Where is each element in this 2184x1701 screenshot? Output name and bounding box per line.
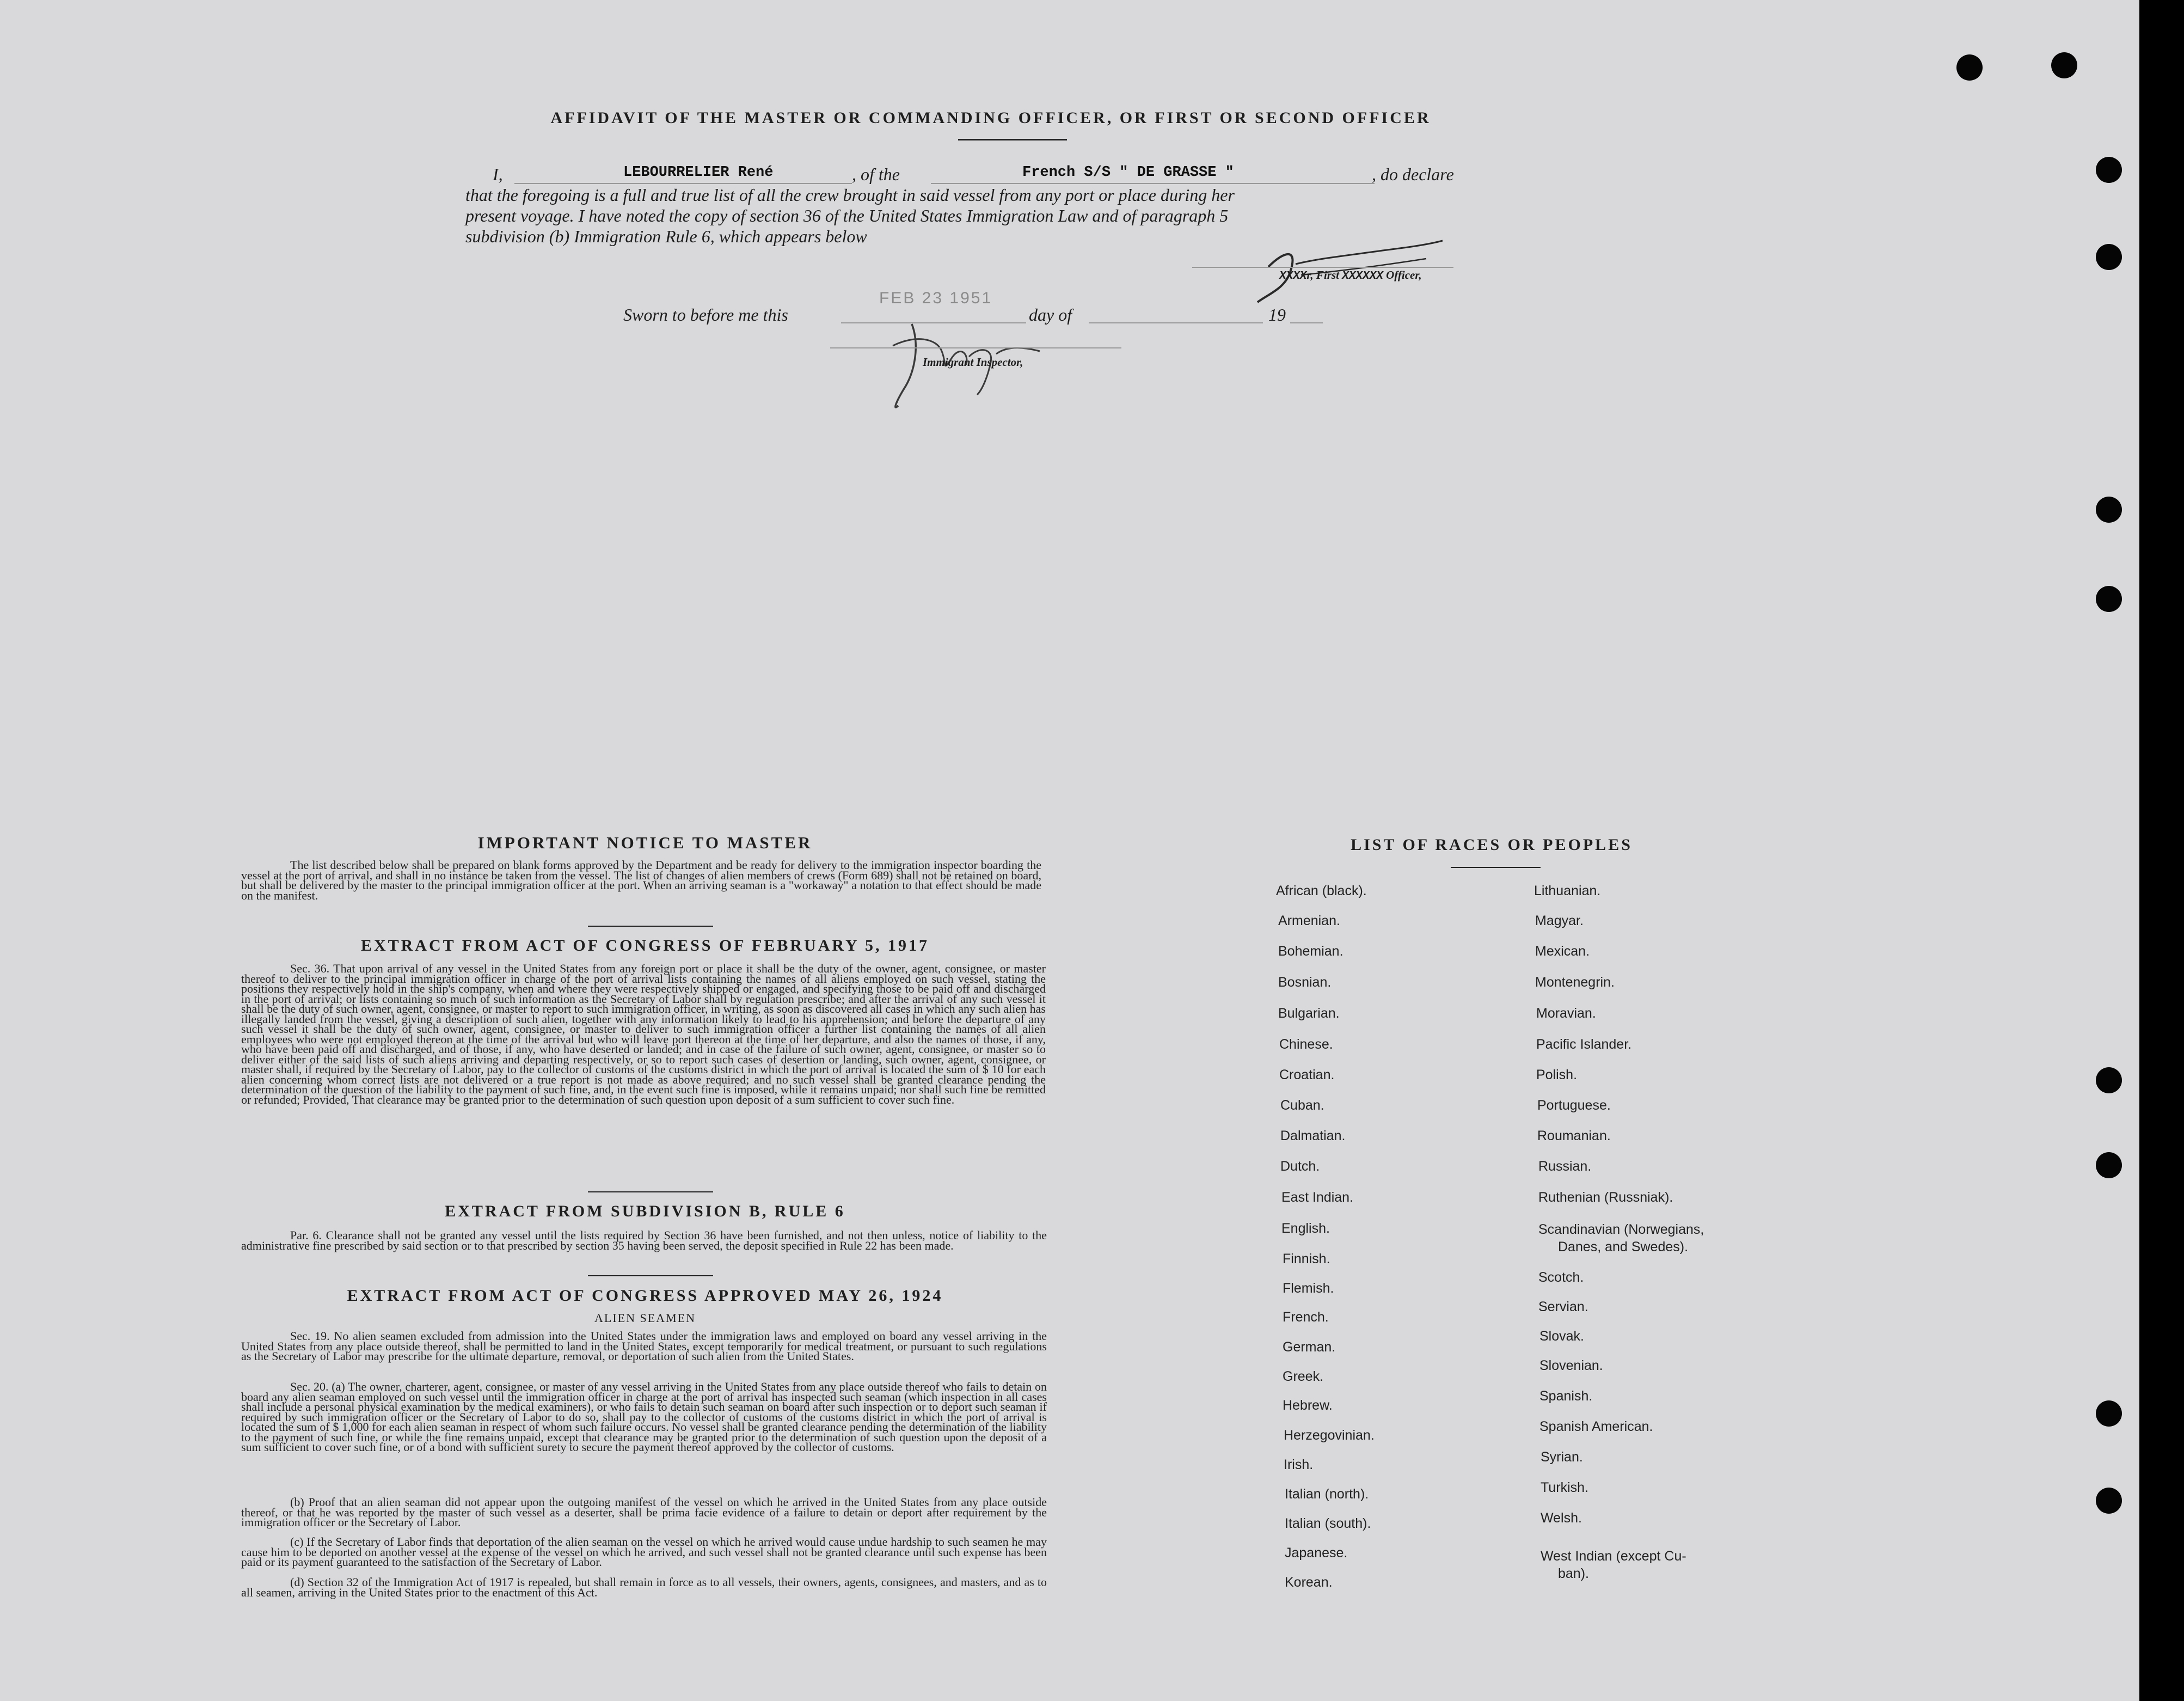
race-item: English. (1281, 1221, 1330, 1236)
race-item: Turkish. (1541, 1480, 1588, 1495)
punch-hole (2096, 244, 2122, 270)
race-item: Greek. (1283, 1369, 1324, 1384)
punch-hole (2096, 1067, 2122, 1093)
race-item: Mexican. (1535, 944, 1590, 959)
extract3-sec19: Sec. 19. No alien seamen excluded from admission into the United States under the immigration laws and employed on board any vessel arriving in the United States from any place outside thereof, shall be permitted to land in the United States, except temporarily for medical treatment, or pursuant to such regulations as the Secretary of Labor may prescribe for the ultimate departure, removal, or deportation of such alien from the United States. (241, 1329, 1047, 1363)
title-underline (958, 139, 1067, 140)
notice-body: The list described below shall be prepared on blank forms approved by the Department and be ready for delivery to the immigration inspector boarding the vessel at the port of arrival, and shall in no instance be taken from the vessel. The list of changes of alien members of crews (Form 689) shall not be retained on board, but shall be delivered by the master to the principal immigration officer at the port. When an arriving seaman is a "workaway" a notation to that effect should be made on the manifest. (241, 858, 1041, 902)
extract3-sec20c: (c) If the Secretary of Labor finds that deportation of the alien seaman on the vessel on which he arrived would cause undue hardship to such seamen he may cause him to be deported on another vessel at the expense of the vessel on which he arrived, and such vessel shall not be granted clearance until such expense has been paid or its payment guaranteed to the satisfaction of the Secretary of Labor. (241, 1535, 1047, 1569)
extract1-body: Sec. 36. That upon arrival of any vessel in the United States from any foreign port or place it shall be the duty of the owner, agent, consignee, or master thereof to deliver to the principal immigration officer in charge of the port of arrival lists containing the names of all aliens employed on such vessel, stating the positions they respectively hold in the ship's company, when and where they were respectively shipped or engaged, and specifying those to be paid off and discharged in the port of arrival; or lists containing so much of such information as the Secretary of Labor shall by regulation prescribe; and after the arrival of any such vessel it shall be the duty of such owner, agent, consignee, or master to report to such immigration officer, in writing, as soon as discovered all cases in which any such alien has illegally landed from the vessel, giving a description of such alien, together with any information likely to lead to his apprehension; and before the departure of any such vessel it shall be the duty of such owner, agent, consignee, or master to deliver to such immigration officer a further list containing the names of all alien employees who were not employed thereon at the time of the arrival but who will leave port thereon at the time of her departure, and also the names of those, if any, who have been paid off and discharged, and of those, if any, who have deserted or landed; and in case of the failure of such owner, agent, consignee, or master so to deliver either of the said lists of such aliens arriving and departing respectively, or so to report such cases of desertion or landing, such owner, agent, consignee, or master shall, if required by the Secretary of Labor, pay to the collector of customs of the customs district in which the port of arrival is located the sum of $ 10 for each alien concerning whom correct lists are not delivered or a true report is not made as above required; and no such vessel shall be granted clearance pending the determination of the question of the liability to the payment of such fine, and, in the event such fine is imposed, while it remains unpaid; nor shall such fine be remitted or refunded; Provided, That clearance may be granted prior to the determination of such question upon deposit of a sum sufficient to cover such fine. (241, 962, 1046, 1106)
race-item: Lithuanian. (1534, 883, 1601, 898)
affidavit-declare: , do declare (1372, 164, 1454, 184)
race-item: Moravian. (1536, 1006, 1596, 1021)
race-item: Polish. (1536, 1067, 1578, 1082)
affidavit-I: I, (493, 164, 503, 184)
race-item: Slovenian. (1539, 1358, 1603, 1373)
race-item: Slovak. (1539, 1329, 1584, 1344)
race-item: Dalmatian. (1280, 1128, 1346, 1143)
extract3-subtitle: ALIEN SEAMEN (594, 1311, 696, 1325)
year-prefix: 19 (1268, 305, 1286, 325)
year-line (1290, 322, 1323, 323)
struck-word: XXXX (1279, 270, 1307, 283)
race-item: Servian. (1538, 1299, 1588, 1314)
race-item: Syrian. (1541, 1449, 1583, 1465)
race-item: Finnish. (1283, 1251, 1330, 1266)
race-item: Dutch. (1280, 1159, 1320, 1174)
affidavit-title: AFFIDAVIT OF THE MASTER OR COMMANDING OFFICER, OR FIRST OR SECOND OFFICER (550, 109, 1431, 127)
race-item: Herzegovinian. (1284, 1428, 1375, 1443)
race-item: Irish. (1284, 1457, 1314, 1472)
affidavit-line-3: present voyage. I have noted the copy of section 36 of the United States Immigration Law and of paragraph 5 (465, 206, 1229, 225)
race-item: Portuguese. (1537, 1098, 1611, 1113)
punch-hole (2051, 52, 2077, 78)
race-item: Scotch. (1538, 1270, 1584, 1285)
race-item: Armenian. (1278, 913, 1340, 928)
race-item: Russian. (1538, 1159, 1592, 1174)
caption-middle: r, First (1306, 268, 1339, 282)
punch-hole (2096, 497, 2122, 523)
race-item: Cuban. (1280, 1098, 1324, 1113)
race-item: French. (1283, 1310, 1329, 1325)
day-of-text: day of (1029, 305, 1072, 325)
punch-hole (2096, 1152, 2122, 1178)
race-item: Croatian. (1279, 1067, 1335, 1082)
section-divider (588, 1191, 713, 1192)
punch-hole (2096, 157, 2122, 183)
extract3-sec20d: (d) Section 32 of the Immigration Act of 1917 is repealed, but shall remain in force as to all vessels, their owners, agents, consignees, and masters, and as to all seamen, arriving in the United States prior to the enactment of this Act. (241, 1575, 1047, 1599)
date-stamp: FEB 23 1951 (879, 289, 993, 307)
vessel-line (931, 183, 1375, 184)
race-item: ban). (1558, 1566, 1589, 1581)
race-item: West Indian (except Cu- (1541, 1549, 1686, 1564)
extract2-title: EXTRACT FROM SUBDIVISION B, RULE 6 (445, 1202, 845, 1220)
extract3-sec20b: (b) Proof that an alien seaman did not appear upon the outgoing manifest of the vessel on which he arrived in the United States from any place outside thereof, or that he was reported by the master of such vessel as a deserter, shall be prima facie evidence of a failure to detain or deport after requirement by the immigration officer or the Secretary of Labor. (241, 1495, 1047, 1529)
race-item: Bohemian. (1278, 944, 1343, 959)
races-title: LIST OF RACES OR PEOPLES (1351, 836, 1633, 854)
race-item: Montenegrin. (1535, 975, 1615, 990)
race-item: Flemish. (1283, 1281, 1334, 1296)
race-item: Chinese. (1279, 1037, 1333, 1052)
inspector-caption: Immigrant Inspector, (923, 356, 1023, 369)
punch-hole (2096, 1488, 2122, 1514)
section-divider (588, 1275, 713, 1276)
affidavit-line-2: that the foregoing is a full and true list of all the crew brought in said vessel from any port or place during her (465, 185, 1235, 205)
race-item: African (black). (1276, 883, 1367, 898)
section-divider (588, 926, 713, 927)
struck-word: XXXXXX (1342, 270, 1383, 283)
notice-title: IMPORTANT NOTICE TO MASTER (477, 833, 813, 852)
race-item: Bosnian. (1278, 975, 1332, 990)
races-underline (1451, 867, 1541, 868)
race-item: Bulgarian. (1278, 1006, 1340, 1021)
race-item: East Indian. (1281, 1190, 1354, 1205)
race-item: Hebrew. (1283, 1398, 1333, 1413)
master-name-typed: LEBOURRELIER René (623, 164, 774, 181)
extract2-body: Par. 6. Clearance shall not be granted any vessel until the lists required by Section 36 have been furnished, and not then unless, notice of liability to the administrative fine prescribed by said section or to that prescribed by section 35 having been served, the deposit specified in Rule 22 has been made. (241, 1228, 1047, 1252)
race-item: Welsh. (1541, 1510, 1582, 1526)
race-item: Spanish. (1539, 1388, 1593, 1404)
race-item: Japanese. (1285, 1545, 1348, 1561)
race-item: Spanish American. (1539, 1419, 1653, 1434)
race-item: Pacific Islander. (1536, 1037, 1632, 1052)
punch-hole (2096, 586, 2122, 612)
race-item: German. (1283, 1339, 1336, 1355)
race-item: Danes, and Swedes). (1558, 1239, 1689, 1255)
officer-caption (1279, 268, 1422, 283)
vessel-name-typed: French S/S " DE GRASSE " (1022, 164, 1234, 181)
inspector-signature-line (830, 347, 1121, 348)
month-line (1089, 322, 1263, 323)
affidavit-line-4: subdivision (b) Immigration Rule 6, which appears below (465, 227, 867, 246)
punch-hole (2096, 1400, 2122, 1427)
extract3-sec20a: Sec. 20. (a) The owner, charterer, agent, consignee, or master of any vessel arriving in the United States from any place outside thereof who fails to detain on board any alien seaman employed on such vessel until the immigration officer in charge at the port of arrival has inspected such seaman (which inspection in all cases shall include a personal physical examination by the medical examiners), or who fails to detain such seaman on board after such inspection or to deport such seaman if required by such immigration officer or the Secretary of Labor to do so, shall pay to the collector of customs of the customs district in which the port of arrival is located the sum of $ 1,000 for each alien seaman in respect of whom such failure occurs. No vessel shall be granted clearance pending the determination of the liability to the payment of such fine, or while the fine remains unpaid, except that clearance may be granted prior to the determination of such question upon the deposit of a sum sufficient to cover such fine, or of a bond with sufficient surety to secure the payment thereof approved by the collector of customs. (241, 1380, 1047, 1454)
extract1-title: EXTRACT FROM ACT OF CONGRESS OF FEBRUARY 5, 1917 (360, 937, 930, 954)
race-item: Korean. (1285, 1575, 1333, 1590)
sworn-text: Sworn to before me this (623, 305, 788, 325)
race-item: Roumanian. (1537, 1128, 1611, 1143)
officer-signature-line (1192, 267, 1453, 268)
affidavit-of-the: , of the (852, 164, 900, 184)
race-item: Magyar. (1535, 913, 1584, 928)
punch-hole (1956, 54, 1983, 81)
name-line (514, 183, 852, 184)
race-item: Italian (north). (1285, 1486, 1369, 1502)
extract3-title: EXTRACT FROM ACT OF CONGRESS APPROVED MAY 26, 1924 (347, 1287, 943, 1305)
race-item: Scandinavian (Norwegians, (1538, 1222, 1704, 1237)
race-item: Italian (south). (1285, 1516, 1371, 1531)
race-item: Ruthenian (Russniak). (1538, 1190, 1673, 1205)
caption-end: Officer, (1386, 268, 1422, 282)
